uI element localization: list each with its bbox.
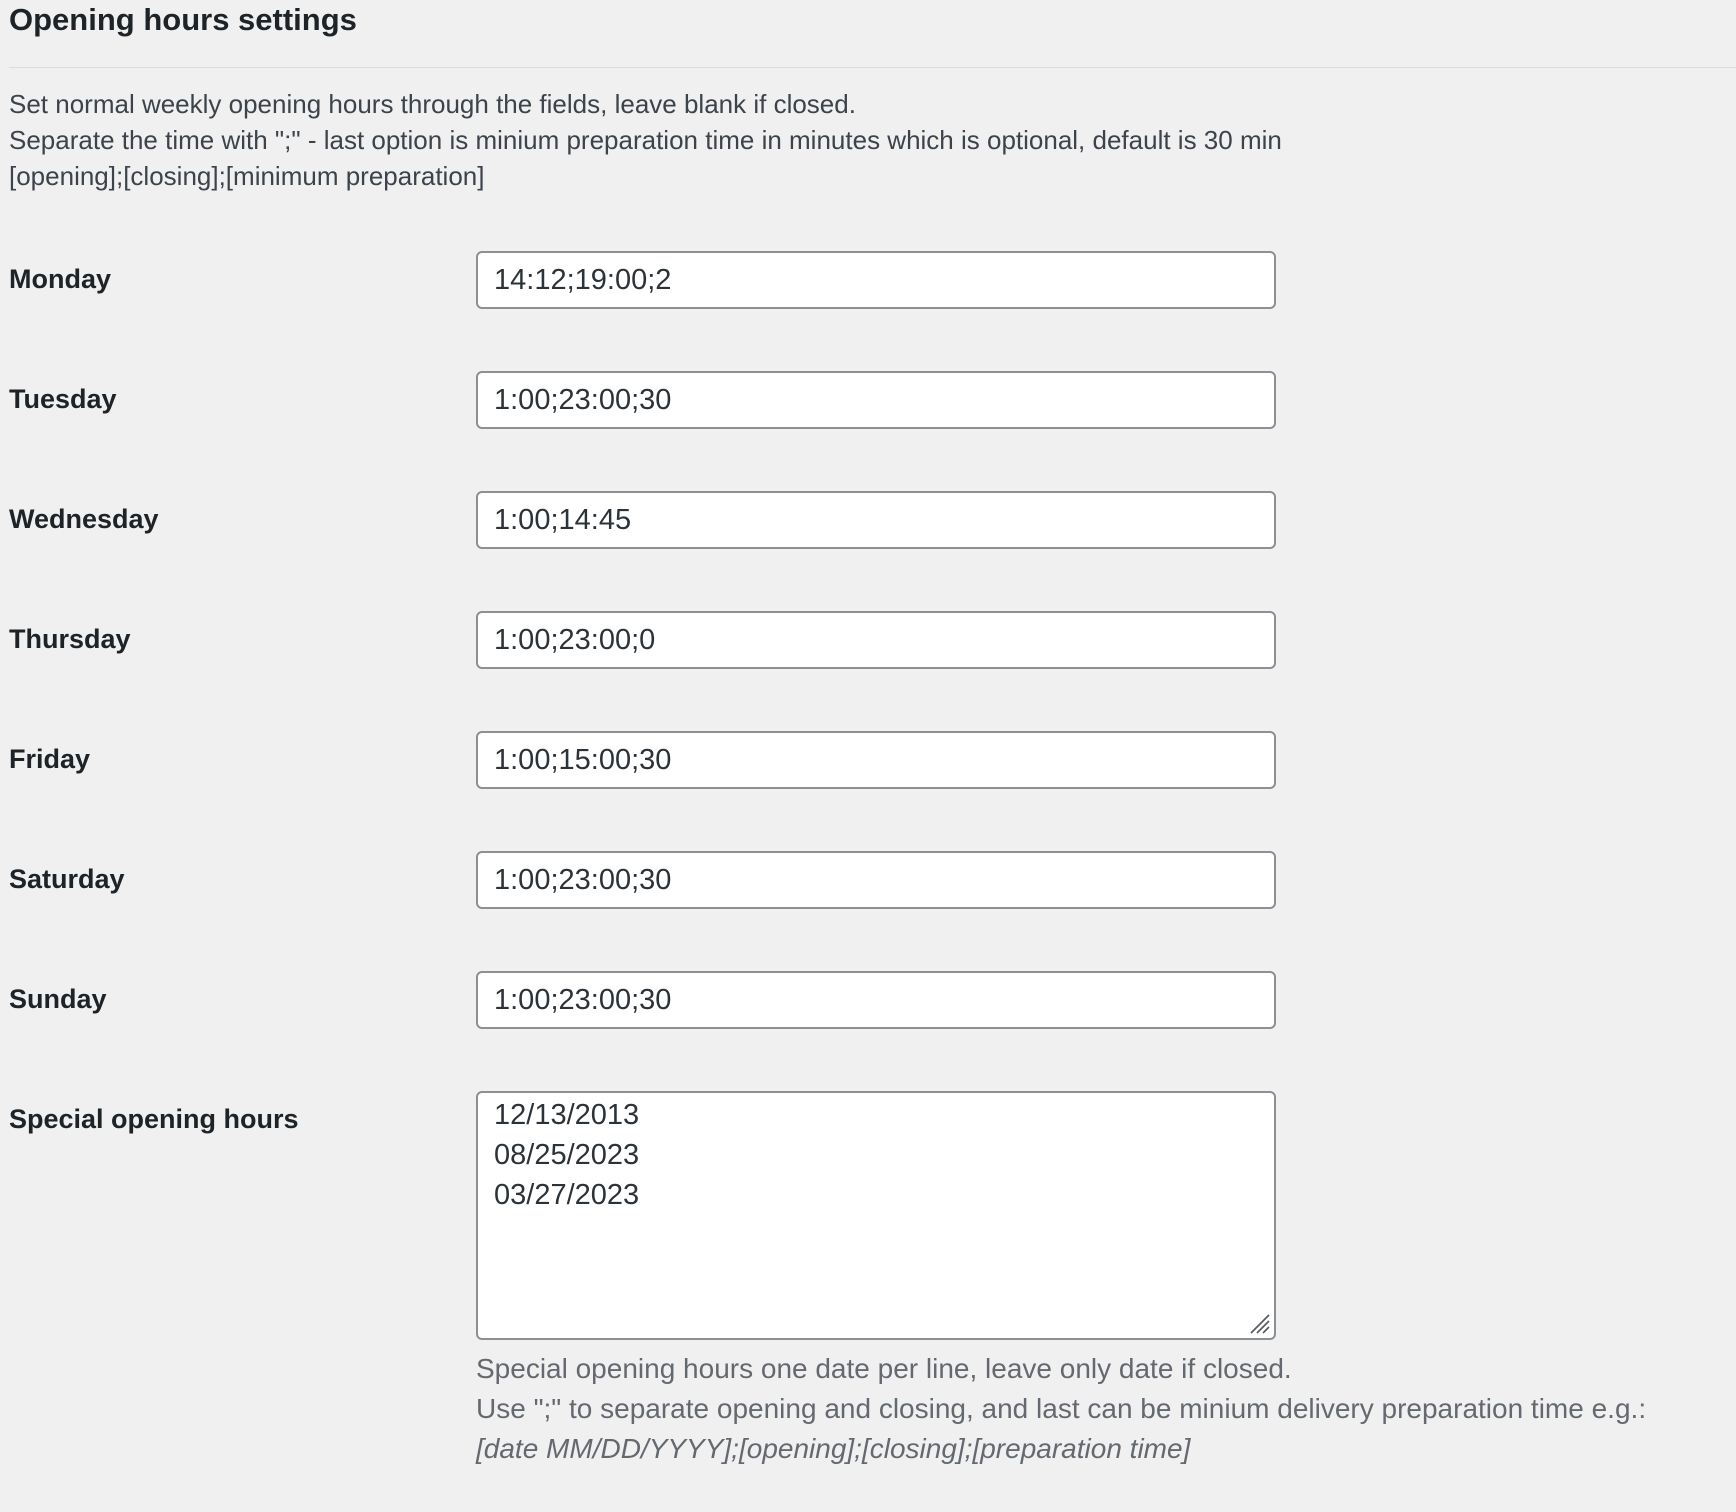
saturday-hours-input[interactable] [476, 851, 1276, 909]
sunday-label: Sunday [9, 984, 107, 1014]
monday-label: Monday [9, 264, 112, 294]
special-hours-textarea[interactable] [476, 1091, 1276, 1340]
friday-hours-input[interactable] [476, 731, 1276, 789]
intro-line-2: Separate the time with ";" - last option is minium preparation time in minutes which is optional, default is 30 min [9, 125, 1282, 155]
page-title: Opening hours settings [9, 2, 357, 37]
friday-label: Friday [9, 744, 91, 774]
intro-line-1: Set normal weekly opening hours through the fields, leave blank if closed. [9, 89, 856, 119]
tuesday-hours-input[interactable] [476, 371, 1276, 429]
wednesday-label: Wednesday [9, 504, 159, 534]
thursday-label: Thursday [9, 624, 131, 654]
special-hours-help [476, 1349, 1646, 1469]
monday-hours-input[interactable] [476, 251, 1276, 309]
help-line-1: Special opening hours one date per line, leave only date if closed. [476, 1353, 1292, 1384]
resize-handle-icon[interactable] [1247, 1311, 1271, 1335]
wednesday-hours-input[interactable] [476, 491, 1276, 549]
help-line-2: Use ";" to separate opening and closing, and last can be minium delivery preparation time e.g.: [476, 1393, 1647, 1424]
intro-line-3: [opening];[closing];[minimum preparation] [9, 161, 485, 191]
help-format: [date MM/DD/YYYY];[opening];[closing];[preparation time] [476, 1433, 1191, 1464]
section-divider [9, 67, 1736, 68]
thursday-hours-input[interactable] [476, 611, 1276, 669]
saturday-label: Saturday [9, 864, 125, 894]
intro-description [9, 86, 1282, 194]
tuesday-label: Tuesday [9, 384, 117, 414]
special-hours-label: Special opening hours [9, 1104, 299, 1134]
sunday-hours-input[interactable] [476, 971, 1276, 1029]
